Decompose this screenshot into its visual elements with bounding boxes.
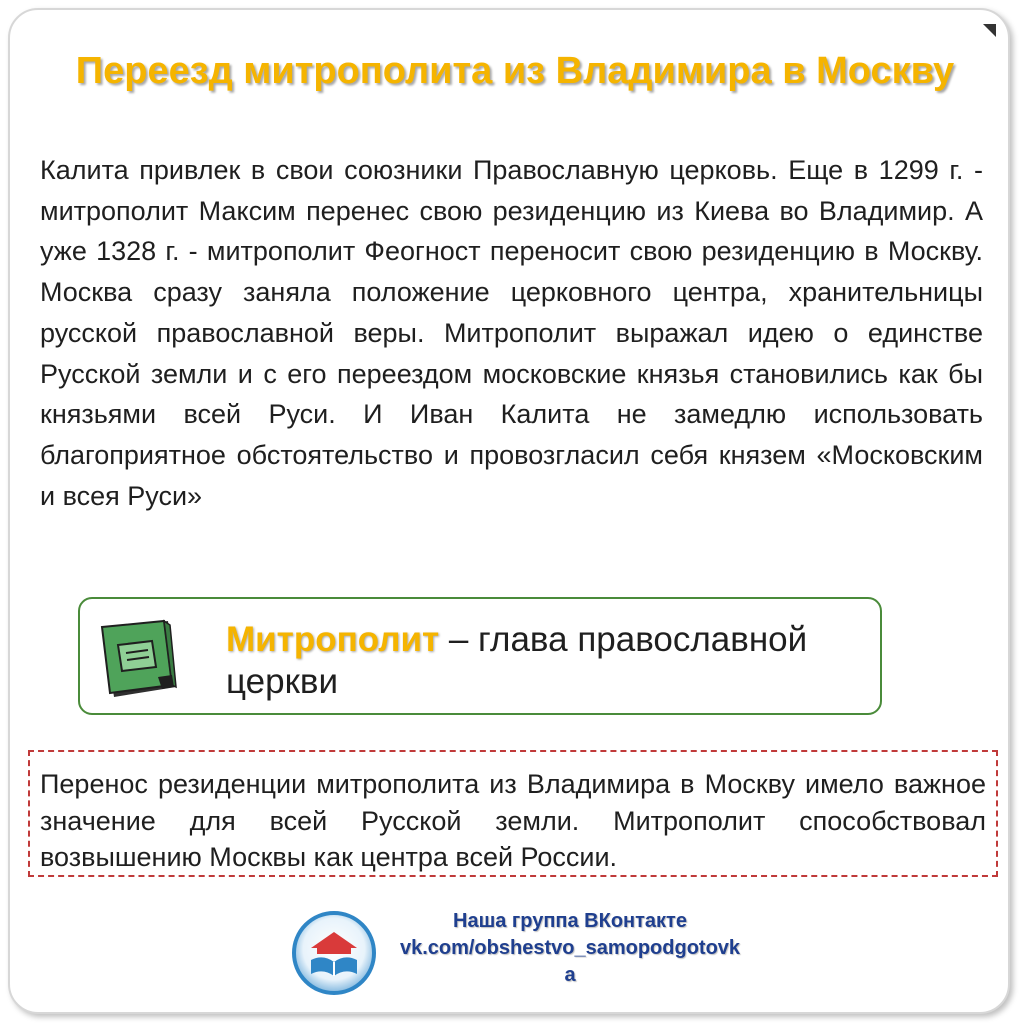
slide-title: Переезд митрополита из Владимира в Москву [75,50,955,92]
main-paragraph: Калита привлек в свои союзники Православную церковь. Еще в 1299 г. - митрополит Максим перенес свою резиденцию из Киева во Владимир. А уже 1328 г. - митрополит Феогност переносит свою резиденцию в Москву. Москва сразу заняла положение церковного центра, хранительницы русской православной веры. Митрополит выражал идею о единстве Русской земли и с его переездом московские князья становились как бы князьями всей Руси. И Иван Калита не замедлю использовать благоприятное обстоятельство и провозгласил себя князем «Московским и всея Руси» [40,155,983,511]
corner-triangle-icon [983,24,996,37]
footer-link[interactable] [370,908,770,989]
definition-body: – глава православной церкви [226,620,808,701]
footer-line-2: vk.com/obshestvo_samopodgotovk [399,937,741,959]
school-book-logo-icon[interactable] [291,910,377,996]
definition-text [226,619,866,703]
note-box [28,750,998,877]
book-icon [98,617,180,701]
note-text: Перенос резиденции митрополита из Владимира в Москву имело важное значение для всей Русской земли. Митрополит способствовал возвышению Москвы как центра всей России. [40,769,986,872]
definition-term: Митрополит [226,620,440,659]
footer-line-1: Наша группа ВКонтакте [453,910,687,932]
footer-line-3: a [564,964,576,986]
definition-box [78,597,882,715]
